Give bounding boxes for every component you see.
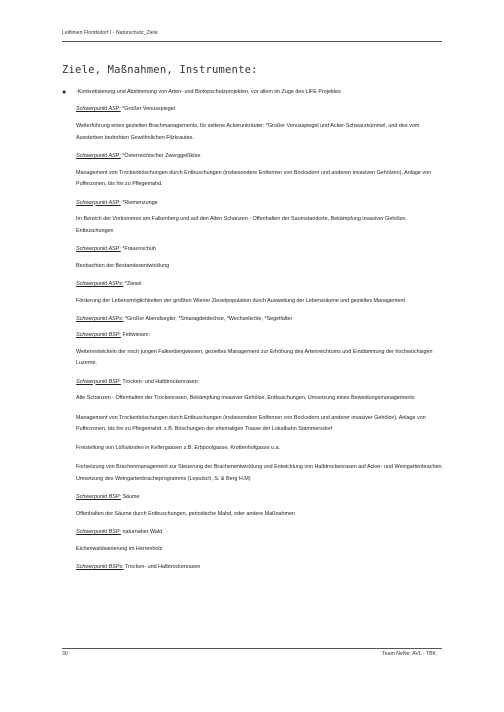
page-number: 30 [62,651,68,657]
bullet-text: -Konkretisierung und Abstimmung von Arten- und Biotopschutzprojekten, vor allem im Zuge des LIFE Projektes [76,89,341,95]
focus-label: Schwerpunkt ASPs: [76,316,124,323]
measure-text: Im Bereich der Vorkommen am Falkenberg und auf den Alten Schanzen - Offenhalten der Saumstandorte, Bekämpfung invasiver Gehölze, Entbuschungen [76,216,407,235]
focus-heading [76,331,444,339]
header-divider [62,41,442,42]
focus-heading [76,378,444,386]
focus-subject: *Großer Abendsegler, *Smaragdeidechse, *Wechselkröte, *Segelfalter [124,316,293,323]
focus-subject: *Ziesel [124,281,142,288]
measure-text: Offenhalten der Säume durch Entbuschungen, periodische Mahd, oder andere Maßnahmen [76,511,295,517]
measure-text: Freistellung von Lößwänden in Kellergassen z.B. Erbpoolgasse, Krottenhofgasse u.a. [76,445,281,452]
page-header: Leitlinien Floridsdorf I - Naturschutz_Ziele [62,30,158,36]
focus-label: Schwerpunkt ASP: [76,199,121,206]
focus-label: Schwerpunkt ASPs: [76,281,124,288]
focus-label: Schwerpunkt ASP: [76,246,121,253]
focus-label: Schwerpunkt ASP: [76,106,121,113]
focus-subject: Säume [122,494,140,501]
measure-text: Weiterentwickeln der noch jungen Falkenbergwiesen, gezieltes Management zur Erhöhung des Artenreichtums und Eindämmung der hochwüchsigen Luzerne. [76,348,433,367]
focus-subject: *Riemenzunge [122,199,158,206]
footer-credit: Team NeNe: AVL - TBK [382,651,436,657]
focus-subject: *Großer Venusspiegel [122,106,175,113]
measure-text: Alte Schanzen - Offenhalten der Trockenrasen, Bekämpfung invasiver Gehölze, Entbuschungen, Umsetzung eines Beweidungsmanagements [76,395,415,402]
focus-heading [76,315,444,323]
focus-subject: naturnaher Wald [122,529,163,536]
measure-text: Management von Trockenböschungen durch Entbuschungen (insbesondere Entfernen von Bocksdorn und anderen invasiven Gehölzen), Anlage von Pufferzonen, bis hin zu Pflegemahd. [76,169,432,188]
focus-label: Schwerpunkt ASP: [76,152,121,159]
focus-subject: Fettwiesen: [122,332,151,338]
focus-subject: Trocken- und Halbtrockenrasen [125,564,201,571]
measure-text: Beobachten der Bestandesentwicklung [76,263,170,270]
focus-heading [76,280,444,288]
bullet-dot-icon: ● [62,88,67,96]
focus-heading [76,245,444,253]
focus-subject: *Frauenschuh [122,246,156,253]
focus-heading [76,493,444,501]
measure-text: Förderung der Lebensmöglichkeiten der größten Wiener Zieselpopulation durch Ausweitung der Lebensräume und gezieltes Management [76,298,406,305]
measures-list [62,105,444,571]
bullet-item [62,88,444,96]
focus-label: Schwerpunkt BSP: [76,332,121,338]
measure-text: Management von Trockenböschungen durch Entbuschungen (insbesondere Entfernen von Bocksdorn und anderer invasiver Gehölze), Anlage von Pufferzonen, bis hin zu Pflegemahd; z.B. Böschungen der ehemaligen Trasse der Lokalbahn Stammersdorf [76,414,426,433]
section-title: Ziele, Maßnahmen, Instrumente: [62,64,258,76]
focus-label: Schwerpunkt BSP: [76,378,121,385]
focus-subject: Trocken- und Halbtrockenrasen: [122,378,200,385]
measure-text: Weiterführung eines gezielten Brachmanagements, für seltene Ackerunkräuter: *Großer Venusspiegel und Acker-Schwarzkümmel, und des vom Aussterben bedrohten Gewöhnlichen Filzkrautes. [76,123,420,141]
page-content [62,88,444,579]
measure-text: Fortsetzung von Brachenmanagement zur Steuerung der Brachenentwicklung und Entwicklung von Halbtrockenrasen auf Acker- und Weingartenbrachen. Umsetzung des Weingartenbracheprogramms (Leputsch, S. & Berg H.M) [76,464,443,483]
focus-subject: *Österreichischer Zwerggeißklee [122,152,201,159]
footer-divider [62,648,442,649]
focus-heading [76,152,444,160]
measure-text: Eichenwaldsanierung im Herrenholz [76,545,163,552]
focus-label: Schwerpunkt BSPs: [76,564,124,571]
focus-label: Schwerpunkt BSP: [76,494,121,501]
focus-heading [76,528,444,536]
focus-label: Schwerpunkt BSP: [76,529,121,536]
focus-heading [76,563,444,571]
focus-heading [76,105,444,113]
focus-heading [76,199,444,207]
